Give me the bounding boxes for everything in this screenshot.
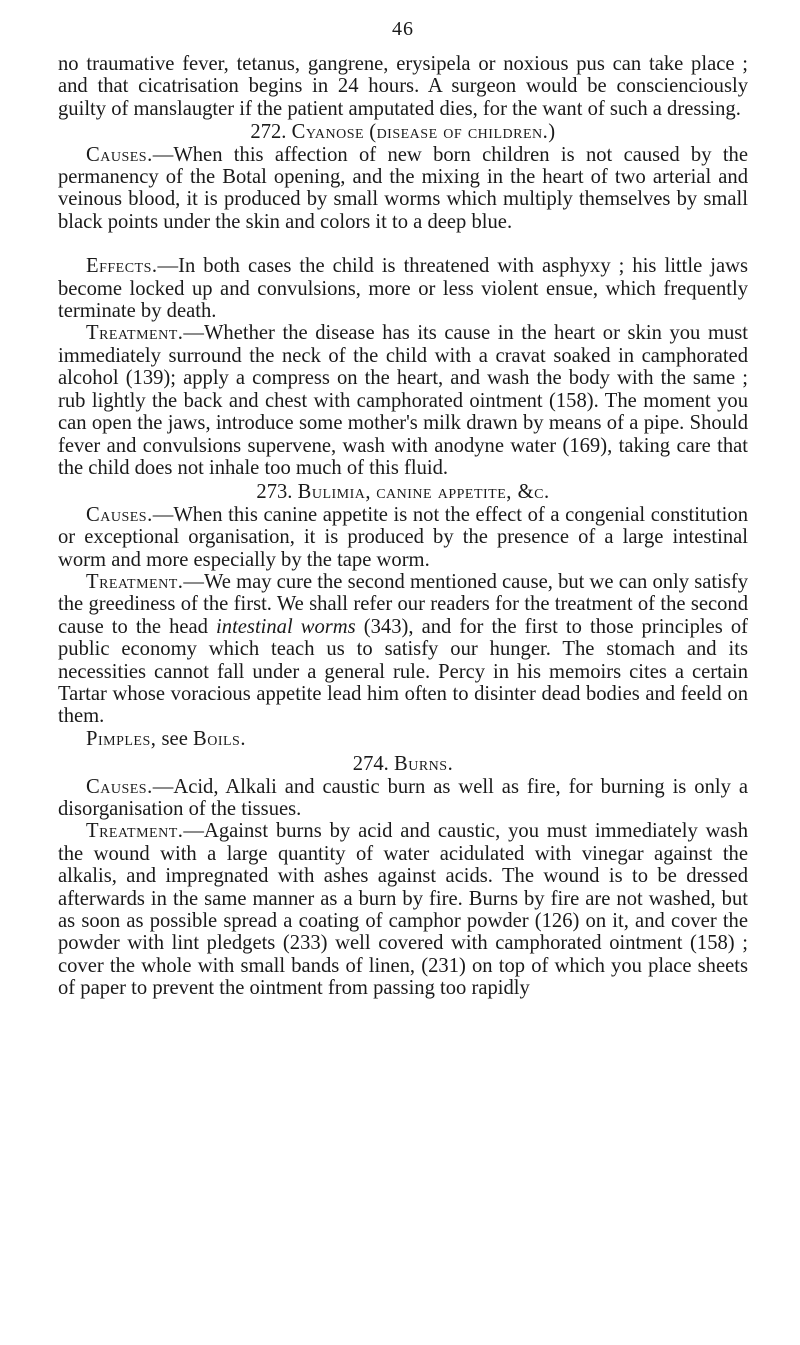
see-text: see [156,727,193,750]
causes-text: —Acid, Alkali and caustic burn as well as fire, for burning is only a disorganisation of the tissues. [58,775,748,820]
section-273-causes [58,504,748,571]
causes-text: —When this canine appetite is not the effect of a congenial constitution or exceptional organisation, it is produced by the presence of a large intestinal worm and more especially by the tape worm. [58,503,748,571]
treatment-label: Treatment. [86,570,184,593]
causes-label: Causes. [86,775,153,798]
section-274-treatment [58,820,748,999]
page-number: 46 [392,18,414,40]
intro-paragraph: no traumative fever, tetanus, gangrene, erysipela or noxious pus can take place ; and that cicatrisation begins in 24 hours. A surgeon would be conscienciously guilty of manslaugter if the patient amputated dies, for the want of such a dressing. [58,53,748,120]
section-273-treatment [58,571,748,728]
treatment-text: —Whether the disease has its cause in the heart or skin you must immediately surround the neck of the child with a cravat soaked in camphorated alcohol (139); apply a compress on the heart, and wash the body with the same ; rub lightly the back and chest with camphorated ointment (158). The moment you can open the jaws, introduce some mother's milk drawn by means of a pipe. Should fever and convulsions supervene, wash with anodyne water (169), taking care that the child does not inhale too much of this fluid. [58,322,748,479]
section-273-heading [58,481,748,503]
treatment-text: —Against burns by acid and caustic, you must immediately wash the wound with a large quantity of water acidulated with vinegar against the alkalis, and impregnated with ashes against acids. The wound is to be dressed afterwards in the same manner as a burn by fire. Burns by fire are not washed, but as soon as possible spread a coating of camphor powder (126) on it, and cover the powder with lint pledgets (233) well covered with camphorated ointment (158) ; cover the whole with small bands of linen, (231) on top of which you place sheets of paper to prevent the ointment from passing too rapidly [58,820,748,1000]
section-274-heading [58,753,748,775]
section-274-title: Burns. [393,753,454,776]
pimples-label: Pimples, [86,727,157,750]
section-272-title: Cyanose [291,121,365,144]
causes-label: Causes. [86,503,153,526]
treatment-text-after: (343), and for the first to those principles of public economy which teach us to satisfy our hunger. The stomach and its necessities cannot fall under a general rule. Percy in his memoirs cites a certain Tartar whose voracious appetite lead him often to disinter dead bodies and feeld on them. [58,615,748,728]
treatment-text-before: —We may cure the second mentioned cause, but we can only satisfy the greediness of the first. We shall refer our readers for the treatment of the second cause to the head [58,570,748,638]
section-273-title: Bulimia, [297,481,372,504]
section-274-number: 274. [352,753,389,776]
section-272-heading [58,121,748,143]
section-274-causes [58,776,748,821]
boils-reference: Boils. [192,727,246,750]
section-273-subtitle: canine appetite, &c. [376,481,550,504]
effects-text: —In both cases the child is threatened with asphyxy ; his little jaws become locked up and convulsions, more or less violent ensue, which frequently terminate by death. [58,255,748,323]
causes-label: Causes. [86,143,153,166]
causes-text: —When this affection of new born children is not caused by the permanency of the Botal opening, and the mixing in the heart of two arterial and veinous blood, it is produced by small worms which multiply themselves by small black points under the skin and colors it to a deep blue. [58,143,748,233]
section-273-number: 273. [256,481,293,504]
pimples-cross-reference [58,728,748,750]
intestinal-worms-reference: intestinal worms [216,615,356,638]
effects-label: Effects. [86,255,158,278]
section-272-treatment [58,322,748,479]
treatment-label: Treatment. [86,820,184,843]
section-272-effects [58,255,748,322]
section-272-causes [58,144,748,234]
section-272-subtitle: (disease of children.) [369,121,556,144]
section-272-number: 272. [250,121,287,144]
treatment-label: Treatment. [86,322,184,345]
